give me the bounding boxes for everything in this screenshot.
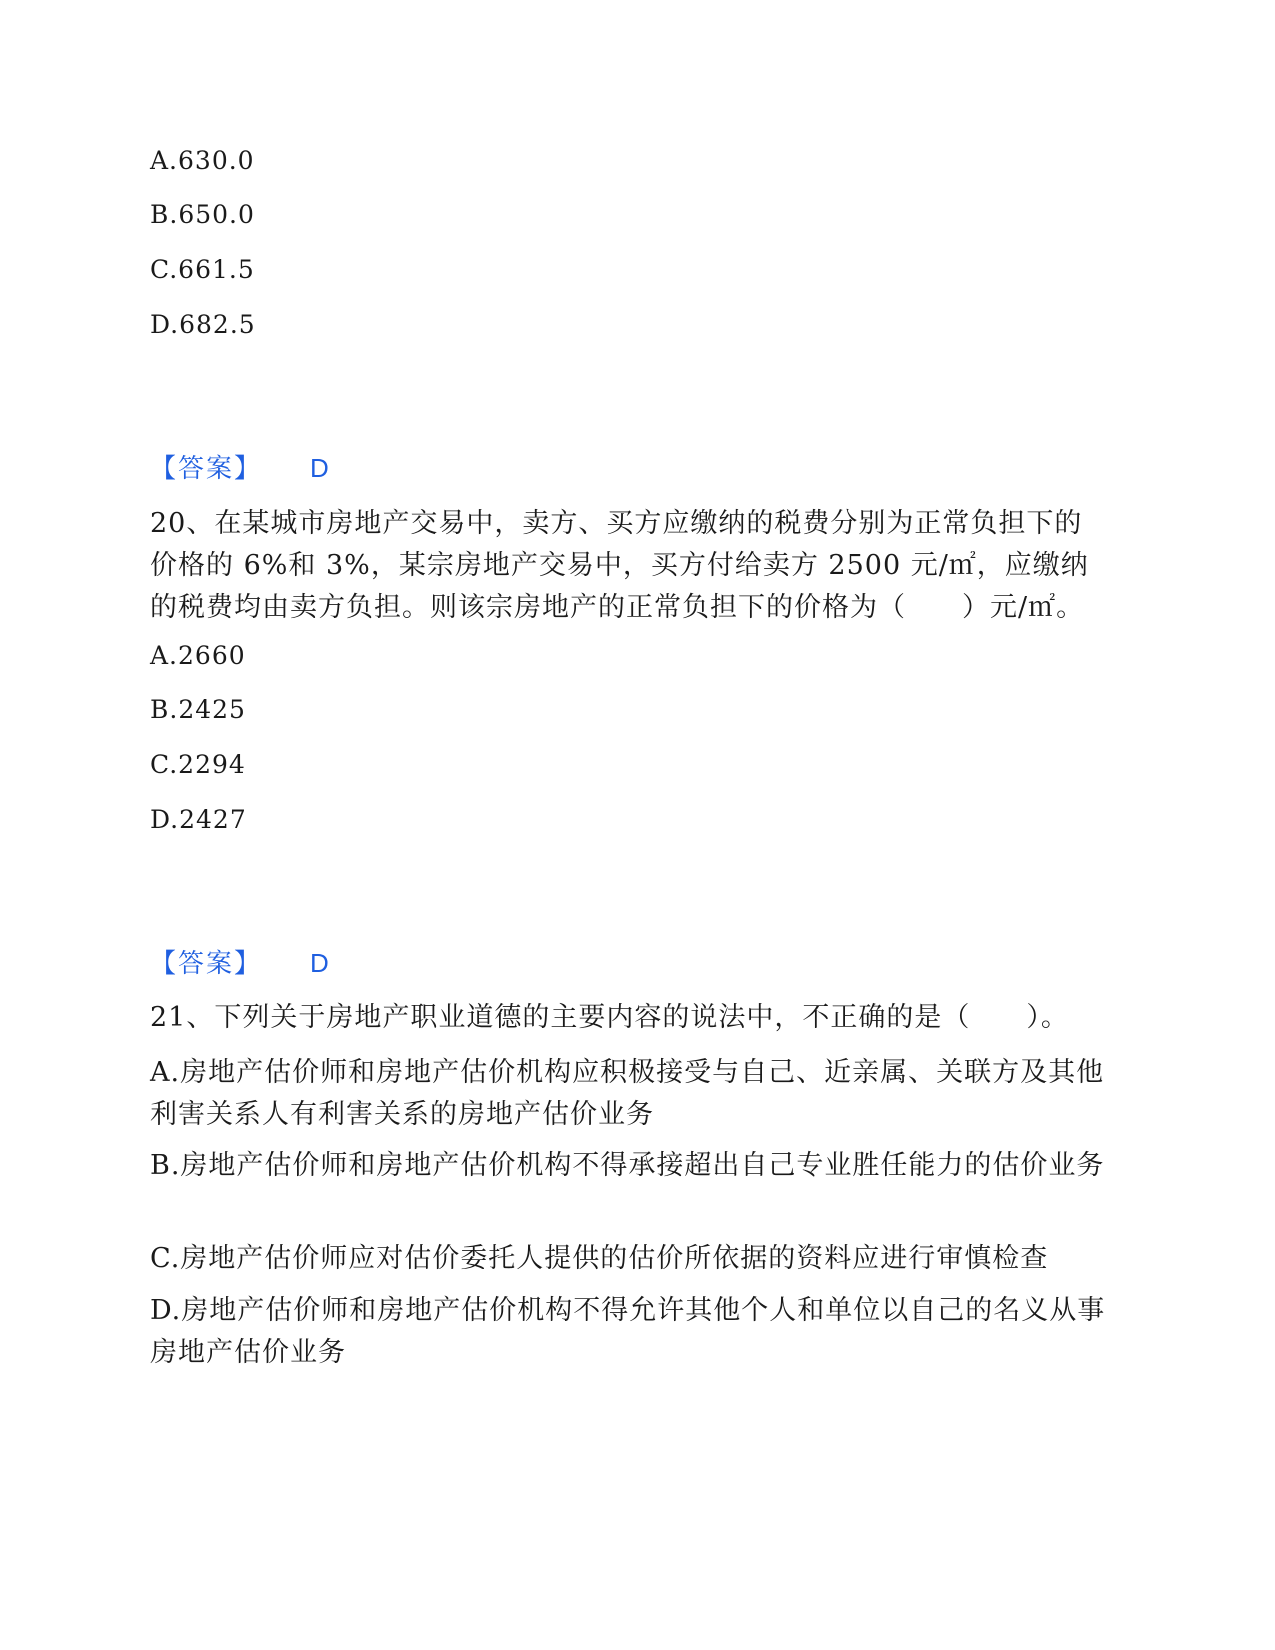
q20-option-a: A.2660: [150, 641, 246, 670]
q19-option-b: B.650.0: [150, 200, 255, 229]
q20-option-c: C.2294: [150, 750, 246, 779]
q21-option-b: B.房地产估价师和房地产估价机构不得承接超出自己专业胜任能力的估价业务: [150, 1150, 1105, 1181]
q19-answer-value: D: [310, 453, 329, 483]
q19-option-d: D.682.5: [150, 310, 256, 339]
q21-option-c: C.房地产估价师应对估价委托人提供的估价所依据的资料应进行审慎检查: [150, 1243, 1049, 1274]
q19-answer-label: 【答案】: [150, 454, 263, 484]
q21-option-d: D.房地产估价师和房地产估价机构不得允许其他个人和单位以自己的名义从事房地产估价业务: [150, 1295, 1106, 1368]
q20-answer-value: D: [310, 948, 329, 978]
q20-option-d: D.2427: [150, 805, 247, 834]
q21-option-a: A.房地产估价师和房地产估价机构应积极接受与自己、近亲属、关联方及其他利害关系人有利害关系的房地产估价业务: [150, 1057, 1105, 1130]
q20-option-b: B.2425: [150, 695, 246, 724]
q20-answer-label: 【答案】: [150, 949, 263, 979]
q20-answer: [150, 948, 329, 979]
q20-stem: 20、在某城市房地产交易中，卖方、买方应缴纳的税费分别为正常负担下的价格的 6%和 3%，某宗房地产交易中，买方付给卖方 2500 元/㎡，应缴纳的税费均由卖方负担。则该宗房地产的正常负担下的价格为（ ）元/㎡。: [150, 508, 1089, 623]
q19-option-a: A.630.0: [150, 146, 255, 175]
q19-answer: [150, 453, 329, 484]
q19-option-c: C.661.5: [150, 255, 255, 284]
q21-stem: 21、下列关于房地产职业道德的主要内容的说法中，不正确的是（ ）。: [150, 1002, 1069, 1033]
